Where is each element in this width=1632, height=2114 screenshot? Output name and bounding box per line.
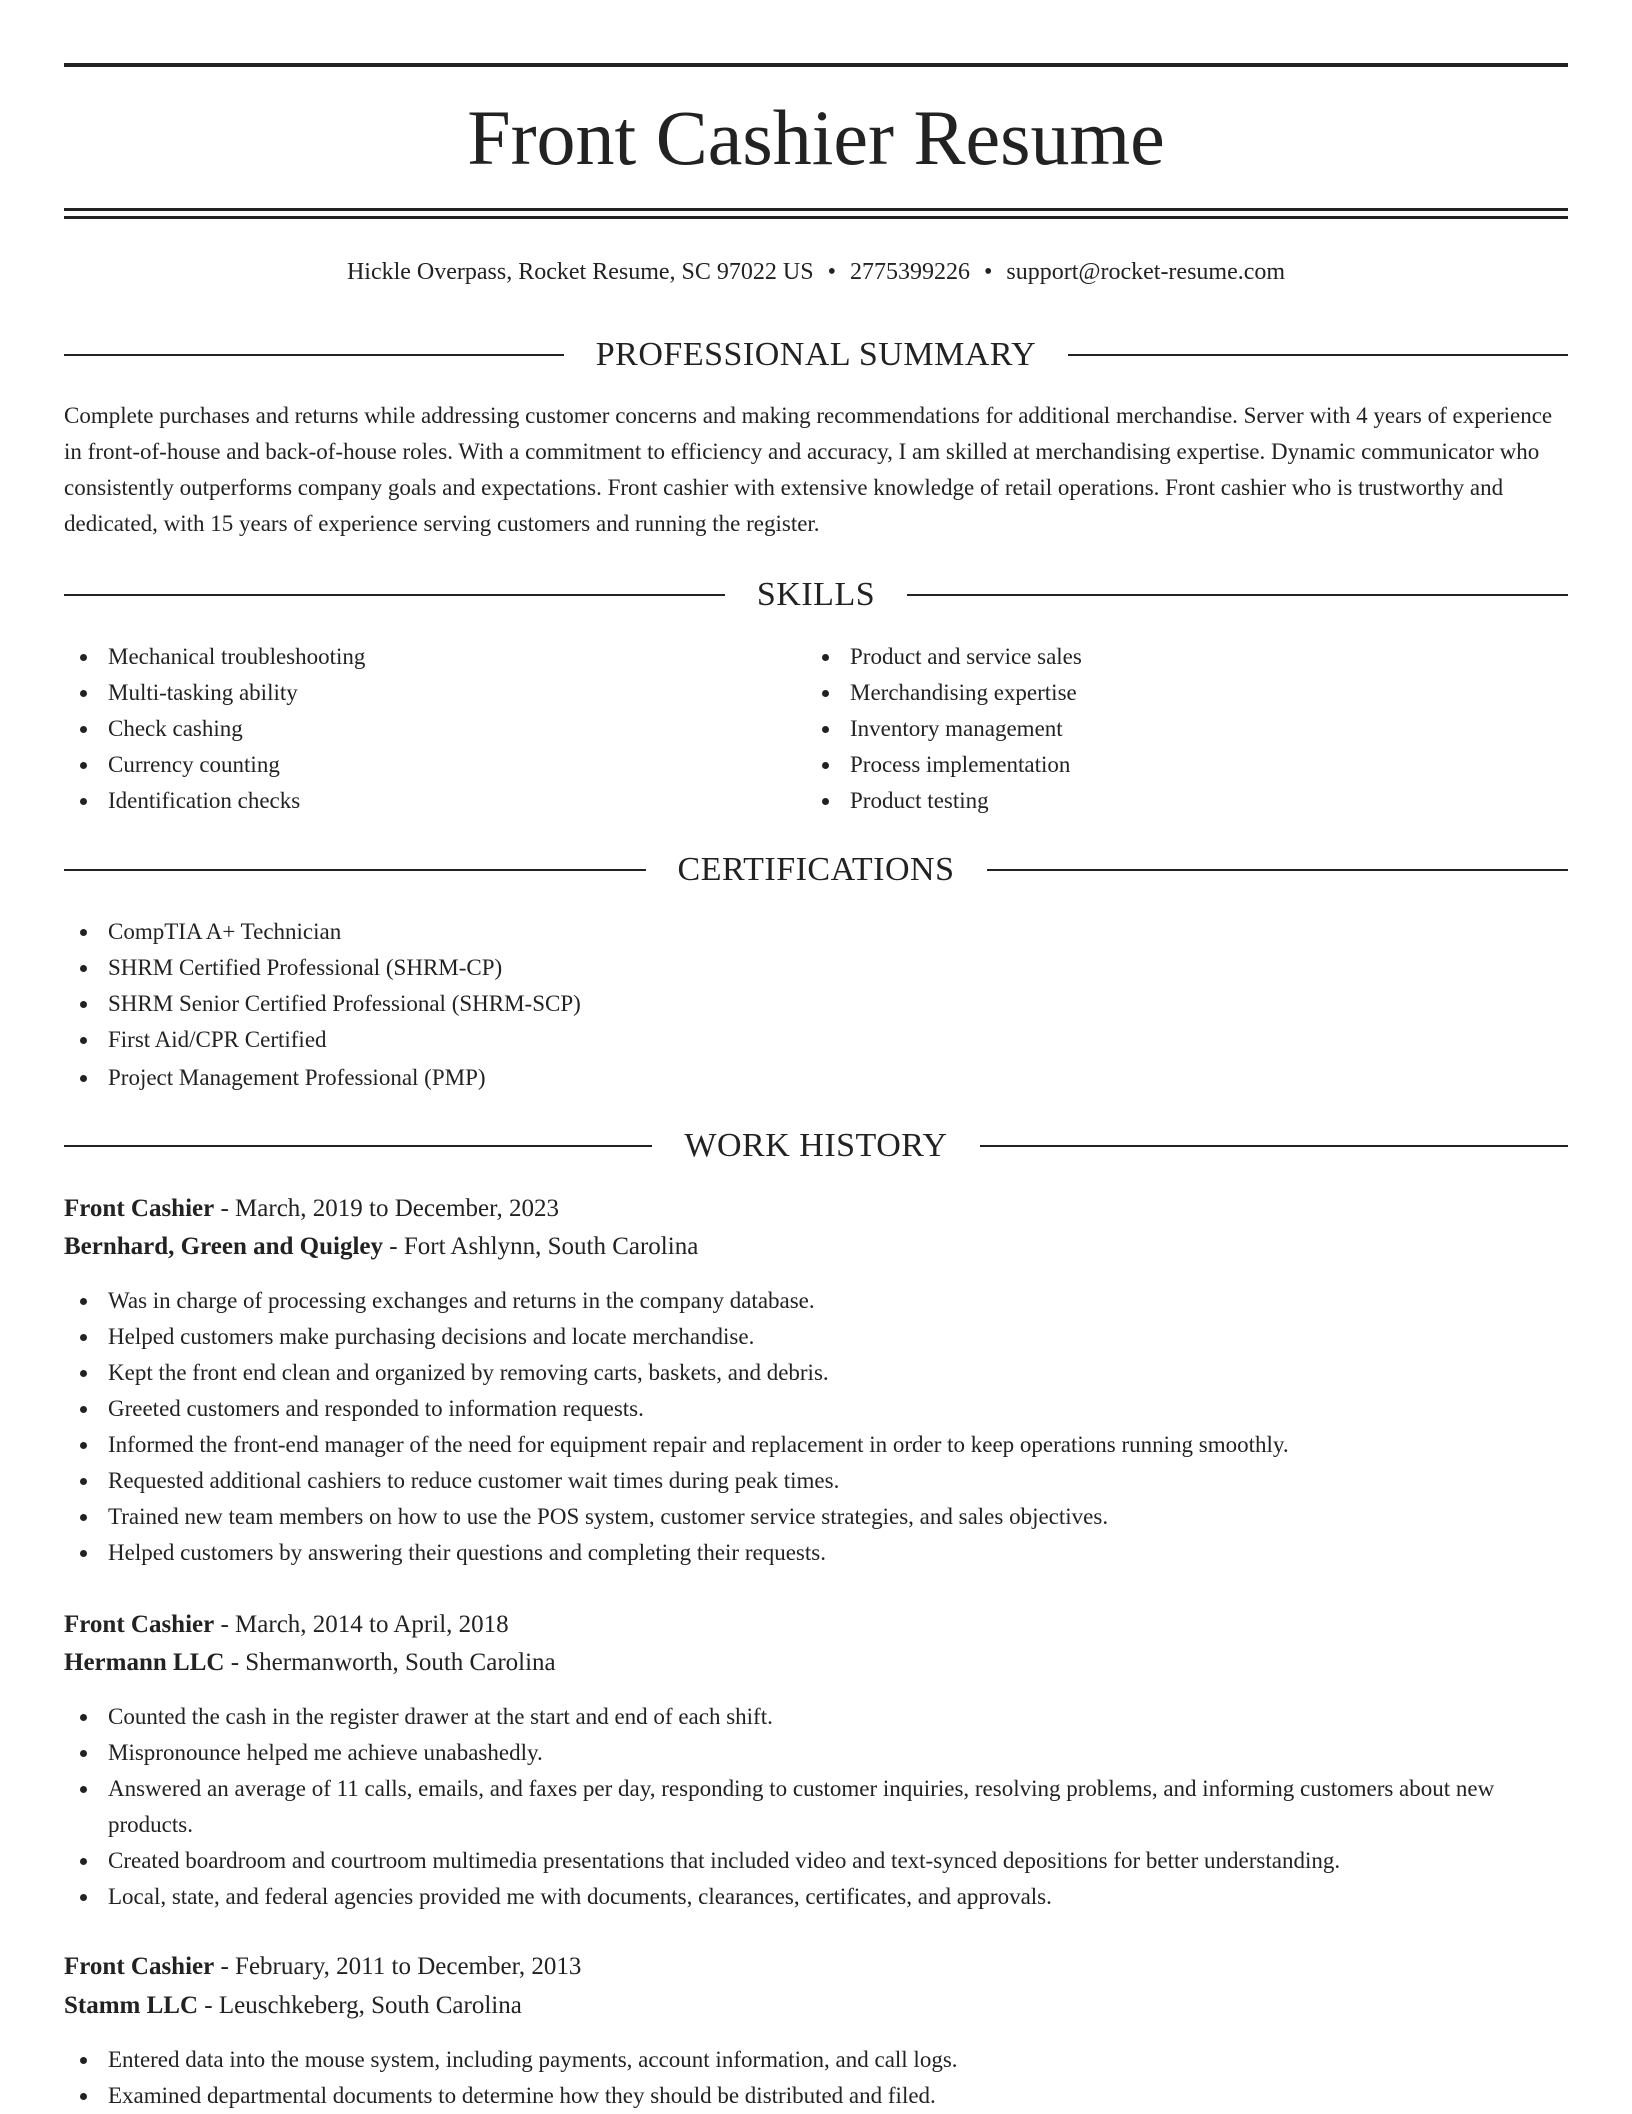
skill-item: Product and service sales — [806, 639, 1526, 675]
job-bullet: Created boardroom and courtroom multimedia presentations that included video and text-synced depositions for better understanding. — [64, 1843, 1568, 1879]
job-company: Hermann LLC — [64, 1649, 225, 1676]
skill-item: Merchandising expertise — [806, 675, 1526, 711]
heading-rule-right — [1068, 354, 1568, 356]
contact-email: support@rocket-resume.com — [1006, 259, 1286, 285]
top-rule — [64, 63, 1568, 67]
skill-item: Process implementation — [806, 747, 1526, 783]
job-title-line — [64, 1948, 581, 1986]
job-bullet: Examined departmental documents to determine how they should be distributed and filed. — [64, 2078, 1568, 2114]
skills-list-right — [806, 639, 1526, 819]
heading-rule-right — [987, 869, 1569, 871]
certification-item: Project Management Professional (PMP) — [64, 1060, 1568, 1096]
skills-heading — [64, 571, 1568, 619]
certifications-heading-label: CERTIFICATIONS — [677, 851, 955, 888]
skill-item: Inventory management — [806, 711, 1526, 747]
job-location: - Shermanworth, South Carolina — [224, 1649, 556, 1676]
heading-rule-left — [64, 354, 564, 356]
skill-item: Multi-tasking ability — [64, 675, 784, 711]
summary-heading — [64, 331, 1568, 379]
job-bullet: Helped customers by answering their questions and completing their requests. — [64, 1535, 1568, 1571]
job-company: Stamm LLC — [64, 1992, 199, 2019]
heading-rule-left — [64, 594, 725, 596]
summary-text: Complete purchases and returns while addressing customer concerns and making recommendations for additional merchandise. Server with 4 years of experience in front-of-house and back-of-house roles. With a commitment to efficiency and accuracy, I am skilled at merchandising expertise. Dynamic communicator who consistently outperforms company goals and expectations. Front cashier with extensive knowledge of retail operations. Front cashier who is trustworthy and dedicated, with 15 years of experience serving customers and running the register. — [64, 403, 1553, 536]
job-title-line — [64, 1190, 559, 1228]
job-bullets — [64, 1699, 1568, 1915]
job-company-line — [64, 1987, 522, 2025]
certifications-heading — [64, 846, 1568, 894]
contact-phone: 2775399226 — [849, 259, 970, 285]
job-dates: - March, 2014 to April, 2018 — [214, 1611, 509, 1638]
heading-rule-right — [980, 1145, 1568, 1147]
job-title: Front Cashier — [64, 1953, 215, 1980]
job-dates: - February, 2011 to December, 2013 — [214, 1953, 582, 1980]
job-bullet: Mispronounce helped me achieve unabashedly. — [64, 1735, 1568, 1771]
job-bullet: Local, state, and federal agencies provided me with documents, clearances, certificates, and approvals. — [64, 1879, 1568, 1915]
contact-separator: • — [983, 259, 993, 285]
work-history-heading-label: WORK HISTORY — [684, 1127, 948, 1164]
skill-item: Currency counting — [64, 747, 784, 783]
job-bullet: Greeted customers and responded to information requests. — [64, 1391, 1568, 1427]
skill-item: Mechanical troubleshooting — [64, 639, 784, 675]
skill-item: Product testing — [806, 783, 1526, 819]
job-bullet: Counted the cash in the register drawer at the start and end of each shift. — [64, 1699, 1568, 1735]
page-title: Front Cashier Resume — [467, 94, 1165, 181]
heading-rule-left — [64, 869, 646, 871]
work-history-heading — [64, 1122, 1568, 1170]
job-dates: - March, 2019 to December, 2023 — [214, 1195, 559, 1222]
job-title: Front Cashier — [64, 1195, 215, 1222]
job-title: Front Cashier — [64, 1611, 215, 1638]
job-bullet: Trained new team members on how to use the POS system, customer service strategies, and sales objectives. — [64, 1499, 1568, 1535]
job-bullet: Was in charge of processing exchanges and returns in the company database. — [64, 1283, 1568, 1319]
title-rule-lower — [64, 216, 1568, 219]
skill-item: Identification checks — [64, 783, 784, 819]
job-bullets — [64, 2042, 1568, 2114]
job-company: Bernhard, Green and Quigley — [64, 1233, 384, 1260]
job-title-line — [64, 1606, 509, 1644]
skills-heading-label: SKILLS — [756, 576, 876, 613]
job-bullet: Kept the front end clean and organized by removing carts, baskets, and debris. — [64, 1355, 1568, 1391]
job-location: - Leuschkeberg, South Carolina — [198, 1992, 522, 2019]
job-bullet: Informed the front-end manager of the need for equipment repair and replacement in order to keep operations running smoothly. — [64, 1427, 1568, 1463]
certification-item: CompTIA A+ Technician — [64, 914, 1568, 950]
contact-separator: • — [827, 259, 836, 285]
job-company-line — [64, 1644, 556, 1682]
title-rule-upper — [64, 208, 1568, 211]
skill-item: Check cashing — [64, 711, 784, 747]
job-bullet: Answered an average of 11 calls, emails, and faxes per day, responding to customer inquiries, resolving problems, and informing customers about new products. — [64, 1771, 1568, 1843]
contact-address: Hickle Overpass, Rocket Resume, SC 97022 US — [346, 259, 814, 285]
certifications-list — [64, 914, 1568, 1096]
certification-item: SHRM Certified Professional (SHRM-CP) — [64, 950, 1568, 986]
skills-list-left — [64, 639, 784, 819]
certification-item: SHRM Senior Certified Professional (SHRM-SCP) — [64, 986, 1568, 1022]
heading-rule-right — [907, 594, 1568, 596]
summary-heading-label: PROFESSIONAL SUMMARY — [595, 336, 1037, 373]
job-bullet: Helped customers make purchasing decisions and locate merchandise. — [64, 1319, 1568, 1355]
job-bullets — [64, 1283, 1568, 1571]
job-bullet: Entered data into the mouse system, including payments, account information, and call logs. — [64, 2042, 1568, 2078]
certification-item: First Aid/CPR Certified — [64, 1022, 1568, 1058]
job-bullet: Requested additional cashiers to reduce customer wait times during peak times. — [64, 1463, 1568, 1499]
job-location: - Fort Ashlynn, South Carolina — [383, 1233, 699, 1260]
heading-rule-left — [64, 1145, 652, 1147]
job-company-line — [64, 1228, 698, 1266]
contact-line — [64, 254, 1568, 290]
